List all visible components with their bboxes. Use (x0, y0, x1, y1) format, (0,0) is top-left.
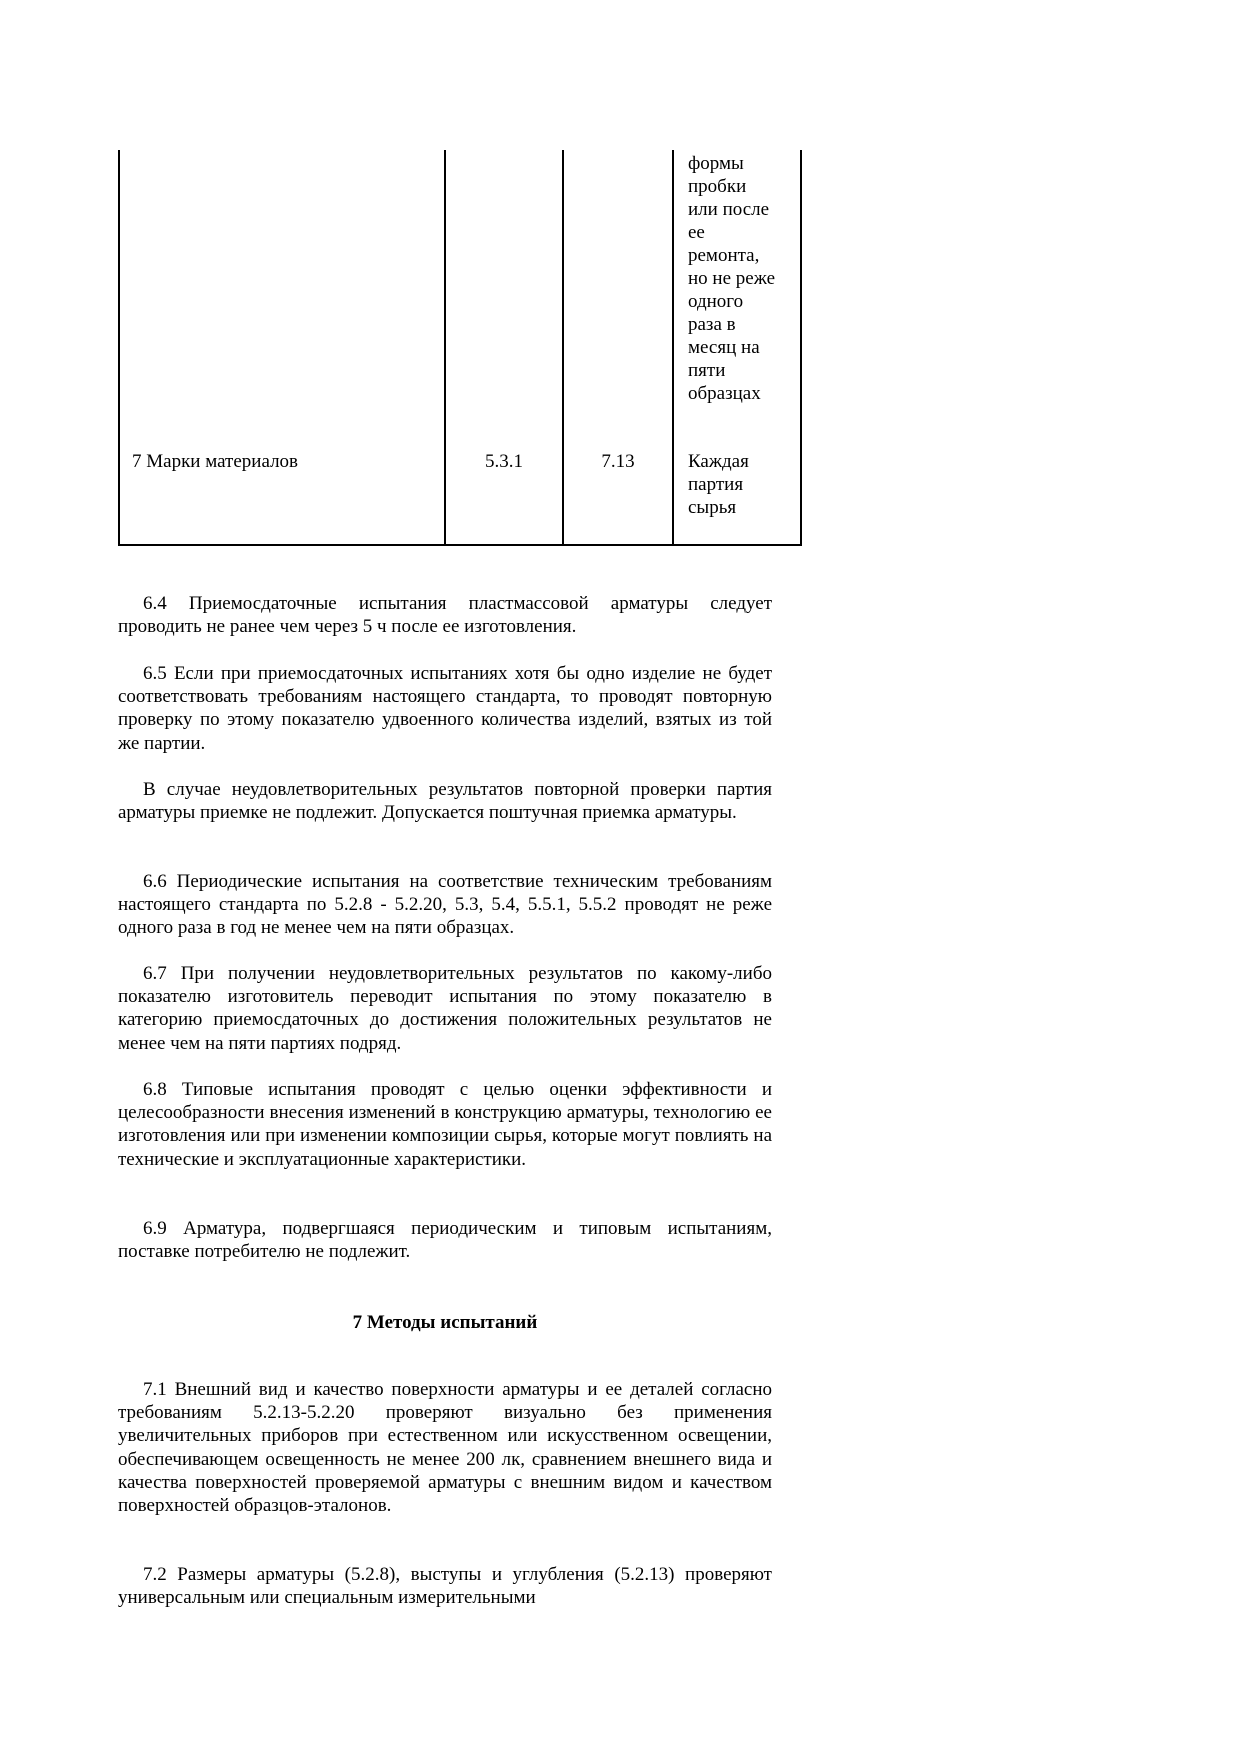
table-cell-frequency: Каждая партия сырья (688, 451, 749, 518)
paragraph-6-8 (118, 1078, 772, 1171)
table-border-left (118, 150, 120, 546)
paragraph-text: 6.7 При получении неудовлетворительных результатов по какому-либо показателю изготовитель переводит испытания по этому показателю в категорию приемосдаточных до достижения положительных результатов не менее чем на пяти партиях подряд. (118, 963, 772, 1054)
paragraph-text: 6.8 Типовые испытания проводят с целью оценки эффективности и целесообразности внесения изменений в конструкцию арматуры, технологию ее изготовления или при изменении композиции сырья, которые могут повлиять на технические и эксплуатационные характеристики. (118, 1079, 772, 1170)
paragraph-6-5-continued (118, 778, 772, 824)
paragraph-6-6 (118, 870, 772, 940)
paragraph-6-4 (118, 592, 772, 638)
table-column-divider (444, 150, 446, 546)
table-cell-frequency-continued: формы пробки или после ее ремонта, но не реже одного раза в месяц на пяти образцах (688, 153, 776, 404)
paragraph-text: 7.1 Внешний вид и качество поверхности арматуры и ее деталей согласно требованиям 5.2.13-5.2.20 проверяют визуально без применения увеличительных приборов при естественном или искусственном освещении, обеспечивающем освещенность не менее 200 лк, сравнением внешнего вида и качества поверхностей проверяемой арматуры с внешним видом и качеством поверхностей образцов-эталонов. (118, 1379, 772, 1517)
table-cell-requirement-clause: 5.3.1 (485, 451, 523, 472)
table-column-divider (562, 150, 564, 546)
paragraph-7-1 (118, 1378, 772, 1517)
table-cell-method-clause: 7.13 (601, 451, 635, 472)
table-border-bottom (118, 544, 802, 546)
paragraph-text: 6.9 Арматура, подвергшаяся периодическим и типовым испытаниям, поставке потребителю не подлежит. (118, 1218, 772, 1263)
table-border-right (800, 150, 802, 546)
paragraph-text: 7.2 Размеры арматуры (5.2.8), выступы и углубления (5.2.13) проверяют универсальным или специальным измерительными (118, 1564, 772, 1609)
paragraph-text: В случае неудовлетворительных результатов повторной проверки партия арматуры приемке не подлежит. Допускается поштучная приемка арматуры. (118, 779, 772, 824)
section-heading: 7 Методы испытаний (352, 1312, 538, 1333)
paragraph-6-9 (118, 1217, 772, 1263)
paragraph-6-7 (118, 962, 772, 1055)
paragraph-7-2 (118, 1563, 772, 1609)
requirements-table (118, 150, 802, 546)
paragraph-text: 6.6 Периодические испытания на соответствие техническим требованиям настоящего стандарта по 5.2.8 - 5.2.20, 5.3, 5.4, 5.5.1, 5.5.2 проводят не реже одного раза в год не менее чем на пяти образцах. (118, 871, 772, 939)
paragraph-text: 6.4 Приемосдаточные испытания пластмассовой арматуры следует проводить не ранее чем через 5 ч после ее изготовления. (118, 593, 772, 638)
paragraph-text: 6.5 Если при приемосдаточных испытаниях хотя бы одно изделие не будет соответствовать требованиям настоящего стандарта, то проводят повторную проверку по этому показателю удвоенного количества изделий, взятых из той же партии. (118, 663, 772, 754)
paragraph-6-5 (118, 662, 772, 755)
table-cell-name: 7 Марки материалов (132, 451, 299, 472)
table-column-divider (672, 150, 674, 546)
